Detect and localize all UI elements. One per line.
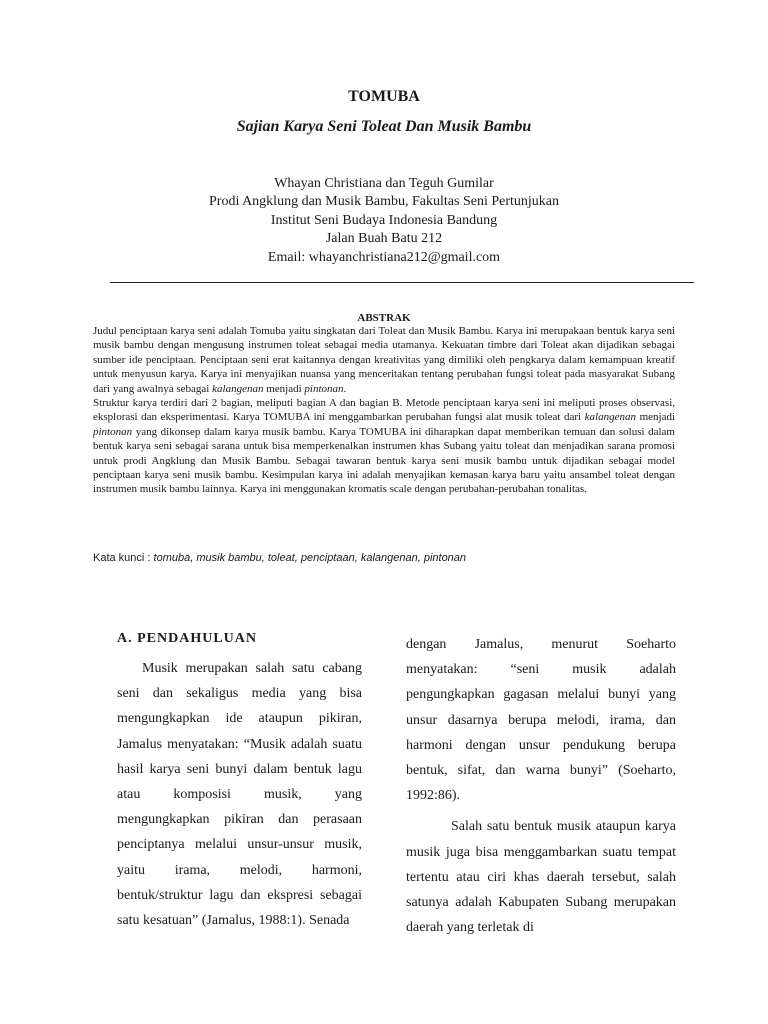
author-names: Whayan Christiana dan Teguh Gumilar [274, 176, 494, 191]
keywords [93, 552, 675, 564]
keywords-label: Kata kunci : [93, 552, 154, 564]
abstract-body [93, 324, 675, 497]
author-email: Email: whayanchristiana212@gmail.com [267, 249, 501, 265]
author-department: Prodi Angklung dan Musik Bambu, Fakultas Seni Pertunjukan [209, 194, 559, 210]
abstract-paragraph-2: Struktur karya terdiri dari 2 bagian, meliputi bagian A dan bagian B. Metode penciptaan karya seni ini meliputi proses observasi, eksplorasi dan eksperimentasi. Karya TOMUBA ini menggambarkan perubahan fungsi alat musik toleat dari kalangenan menjadi pintonan yang dikonsep dalam karya musik bambu. Karya TOMUBA ini diharapkan dapat memberikan temuan dan solusi dalam bentuk karya seni sebagai sarana untuk bisa memperkenalkan instrumen khas Subang yaitu toleat dan menjadikan sarana promosi untuk prodi Angklung dan Musik Bambu. Sebagai tawaran bentuk karya seni musik bambu untuk dijadikan sebagai model penciptaan karya seni musik bambu. Kesimpulan karya ini adalah menyajikan kemasan karya baru yaitu ansambel toleat dengan instrumen musik bambu lainnya. Karya ini menggunakan kromatis scale dengan perubahan-perubahan tonalitas. [93, 397, 676, 496]
paper-subtitle: Sajian Karya Seni Toleat Dan Musik Bambu [236, 118, 532, 135]
abstract-paragraph-1: Judul penciptaan karya seni adalah Tomuba yaitu singkatan dari Toleat dan Musik Bambu. Karya ini merupakaan bentuk karya seni musik bambu dengan mengusung instrumen toleat sebagai media utamanya. Kekuatan timbre dari Toleat akan dijadikan sebagai sumber ide penciptaan. Penciptaan seni erat kaitannya dengan kreativitas yang dimiliki oleh pengkarya dalam kemampuan kreatif untuk menyusun karya. Karya ini menyajikan nuansa yang menceritakan tentang perubahan fungsi toleat pada masyarakat Subang dari yang awalnya sebagai kalangenan menjadi pintonan. [93, 325, 675, 395]
body-column-right [406, 632, 676, 940]
keywords-terms: tomuba, musik bambu, toleat, penciptaan, kalangenan, pintonan [153, 552, 467, 564]
author-address: Jalan Buah Batu 212 [325, 231, 443, 247]
paper-title: TOMUBA [348, 88, 420, 105]
body-paragraph: Salah satu bentuk musik ataupun karya musik juga bisa menggambarkan suatu tempat tertentu atau ciri khas daerah tersebut, salah satunya adalah Kabupaten Subang merupakan daerah yang terletak di [406, 819, 676, 936]
section-heading: A. PENDAHULUAN [117, 631, 257, 646]
header-divider [110, 282, 694, 283]
abstract-heading: ABSTRAK [357, 312, 411, 324]
body-column-left [117, 656, 362, 933]
author-block [0, 175, 768, 267]
body-paragraph: dengan Jamalus, menurut Soeharto menyatakan: “seni musik adalah pengungkapkan gagasan melalui bunyi yang unsur dasarnya berupa melodi, irama, dan harmoni dengan unsur pendukung berupa bentuk, sifat, dan warna bunyi” (Soeharto, 1992:86). [406, 637, 676, 804]
author-institution: Institut Seni Budaya Indonesia Bandung [270, 212, 498, 228]
body-paragraph: Musik merupakan salah satu cabang seni dan sekaligus media yang bisa mengungkapkan ide ataupun pikiran, Jamalus menyatakan: “Musik adalah suatu hasil karya seni bunyi dalam bentuk lagu atau komposisi musik, yang mengungkapkan pikiran dan perasaan penciptanya melalui unsur-unsur musik, yaitu irama, melodi, harmoni, bentuk/struktur lagu dan ekspresi sebagai satu kesatuan” (Jamalus, 1988:1). Senada [117, 661, 362, 929]
